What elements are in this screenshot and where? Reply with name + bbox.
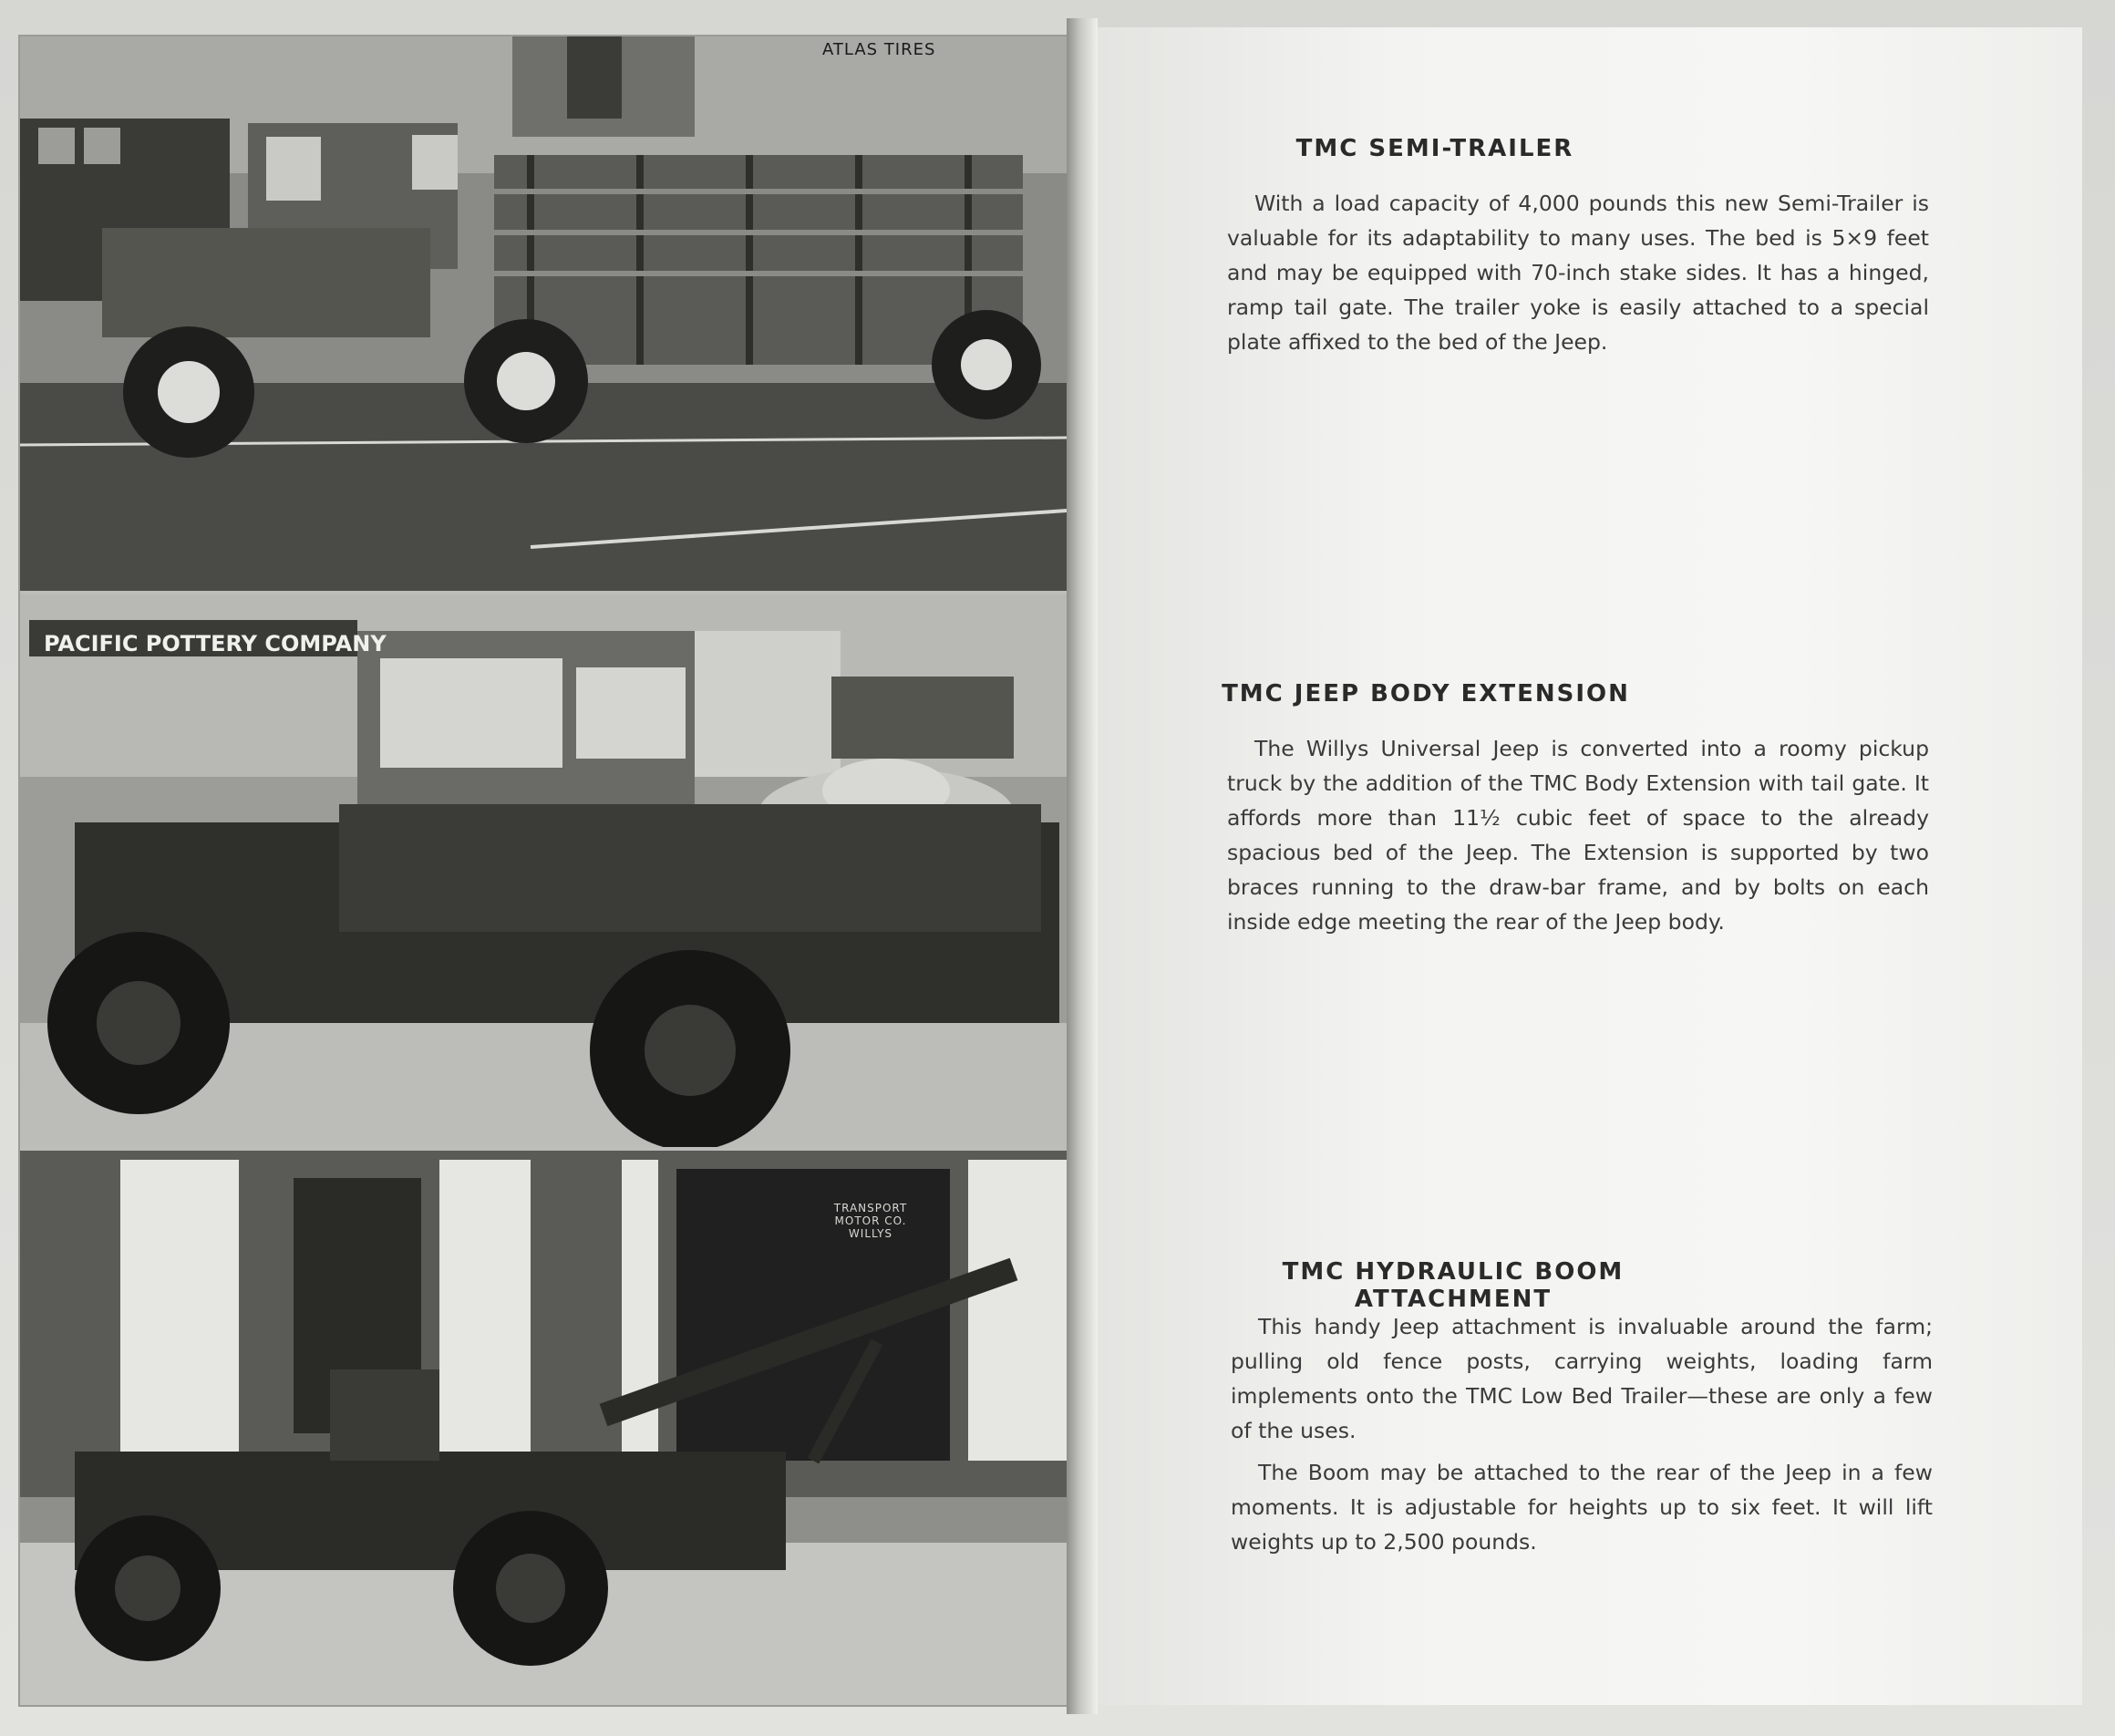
- photo-body-extension: [20, 594, 1067, 1147]
- text-page: [1098, 27, 2082, 1705]
- photo-semi-trailer: [20, 36, 1067, 591]
- body-extension-photo-image: [20, 594, 1067, 1147]
- section-paragraph: With a load capacity of 4,000 pounds this new Semi-Trailer is valuable for its adaptability to many uses. The bed is 5×9 feet and may be equipped with 70-inch stake sides. It has a hinged, ramp tail gate. The trailer yoke is easily attached to a special plate affixed to the bed of the Jeep.: [1227, 191, 1929, 355]
- section-paragraph: This handy Jeep attachment is invaluable around the farm; pulling old fence posts, carrying weights, loading farm implements onto the TMC Low Bed Trailer—these are only a few of the uses.: [1231, 1314, 1933, 1443]
- photo-hydraulic-boom: [20, 1151, 1067, 1705]
- photo-page: [20, 36, 1067, 1705]
- page-gutter: [1067, 18, 1098, 1714]
- section-title: TMC HYDRAULIC BOOM ATTACHMENT: [1282, 1258, 1625, 1313]
- section-paragraph: The Boom may be attached to the rear of the Jeep in a few moments. It is adjustable for heights up to six feet. It will lift weights up to 2,500 pounds.: [1231, 1460, 1933, 1555]
- section-body-extension: [1098, 680, 2082, 935]
- section-title: TMC SEMI-TRAILER: [1295, 135, 1574, 162]
- section-semi-trailer: [1098, 135, 2082, 355]
- section-hydraulic-boom: [1098, 1258, 2082, 1555]
- section-paragraph: The Willys Universal Jeep is converted into a roomy pickup truck by the addition of the TMC Body Extension with tail gate. It affords more than 11½ cubic feet of space to the already spacious bed of the Jeep. The Extension is supported by two braces running to the draw-bar frame, and by bolts on each inside edge meeting the rear of the Jeep body.: [1227, 736, 1929, 935]
- transport-motor-sign: TRANSPORT MOTOR CO. WILLYS: [833, 1202, 908, 1240]
- pottery-company-sign: PACIFIC POTTERY COMPANY: [44, 631, 387, 656]
- section-title: TMC JEEP BODY EXTENSION: [1222, 680, 1630, 708]
- semi-trailer-photo-image: [20, 36, 1067, 591]
- atlas-tires-sign: ATLAS TIRES: [822, 40, 936, 59]
